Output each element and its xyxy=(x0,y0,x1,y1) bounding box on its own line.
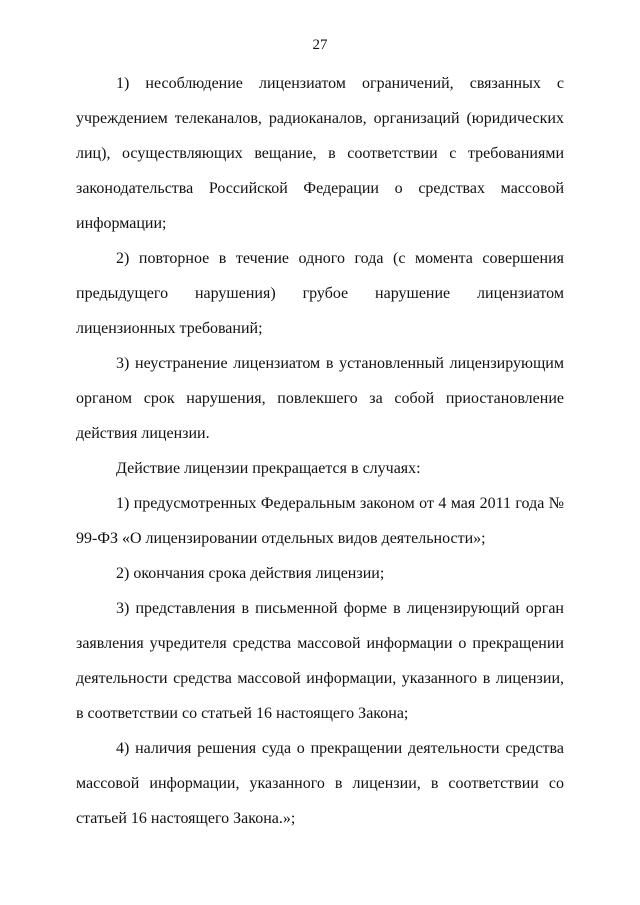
paragraph-termination-4-court-decision: 4) наличия решения суда о прекращении деятельности средства массовой информации, указанного в лицензии, в соответствии со статьей 16 настоящего Закона.»; xyxy=(76,740,564,827)
paragraph-item-1-noncompliance: 1) несоблюдение лицензиатом ограничений, связанных с учреждением телеканалов, радиоканалов, организаций (юридических лиц), осуществляющих вещание, в соответствии с требованиями законодательства Российской Федерации о средствах массовой информации; xyxy=(76,75,564,232)
paragraph-item-3-unremedied-violation: 3) неустранение лицензиатом в установленный лицензирующим органом срок нарушения, повлекшего за собой приостановление действия лицензии. xyxy=(76,355,564,442)
paragraph-item-2-repeated-violation: 2) повторное в течение одного года (с момента совершения предыдущего нарушения) грубое нарушение лицензиатом лицензионных требований; xyxy=(76,250,564,337)
paragraph-termination-3-founder-application: 3) представления в письменной форме в лицензирующий орган заявления учредителя средства массовой информации о прекращении деятельности средства массовой информации, указанного в лицензии, в соответствии со статьей 16 настоящего Закона; xyxy=(76,600,564,722)
paragraph-termination-intro: Действие лицензии прекращается в случаях: xyxy=(116,460,421,477)
paragraph-termination-1-federal-law: 1) предусмотренных Федеральным законом от 4 мая 2011 года № 99-ФЗ «О лицензировании отдельных видов деятельности»; xyxy=(76,495,564,547)
document-body xyxy=(76,66,564,836)
page-number: 27 xyxy=(312,37,328,53)
paragraph-termination-2-expiry: 2) окончания срока действия лицензии; xyxy=(116,565,385,582)
